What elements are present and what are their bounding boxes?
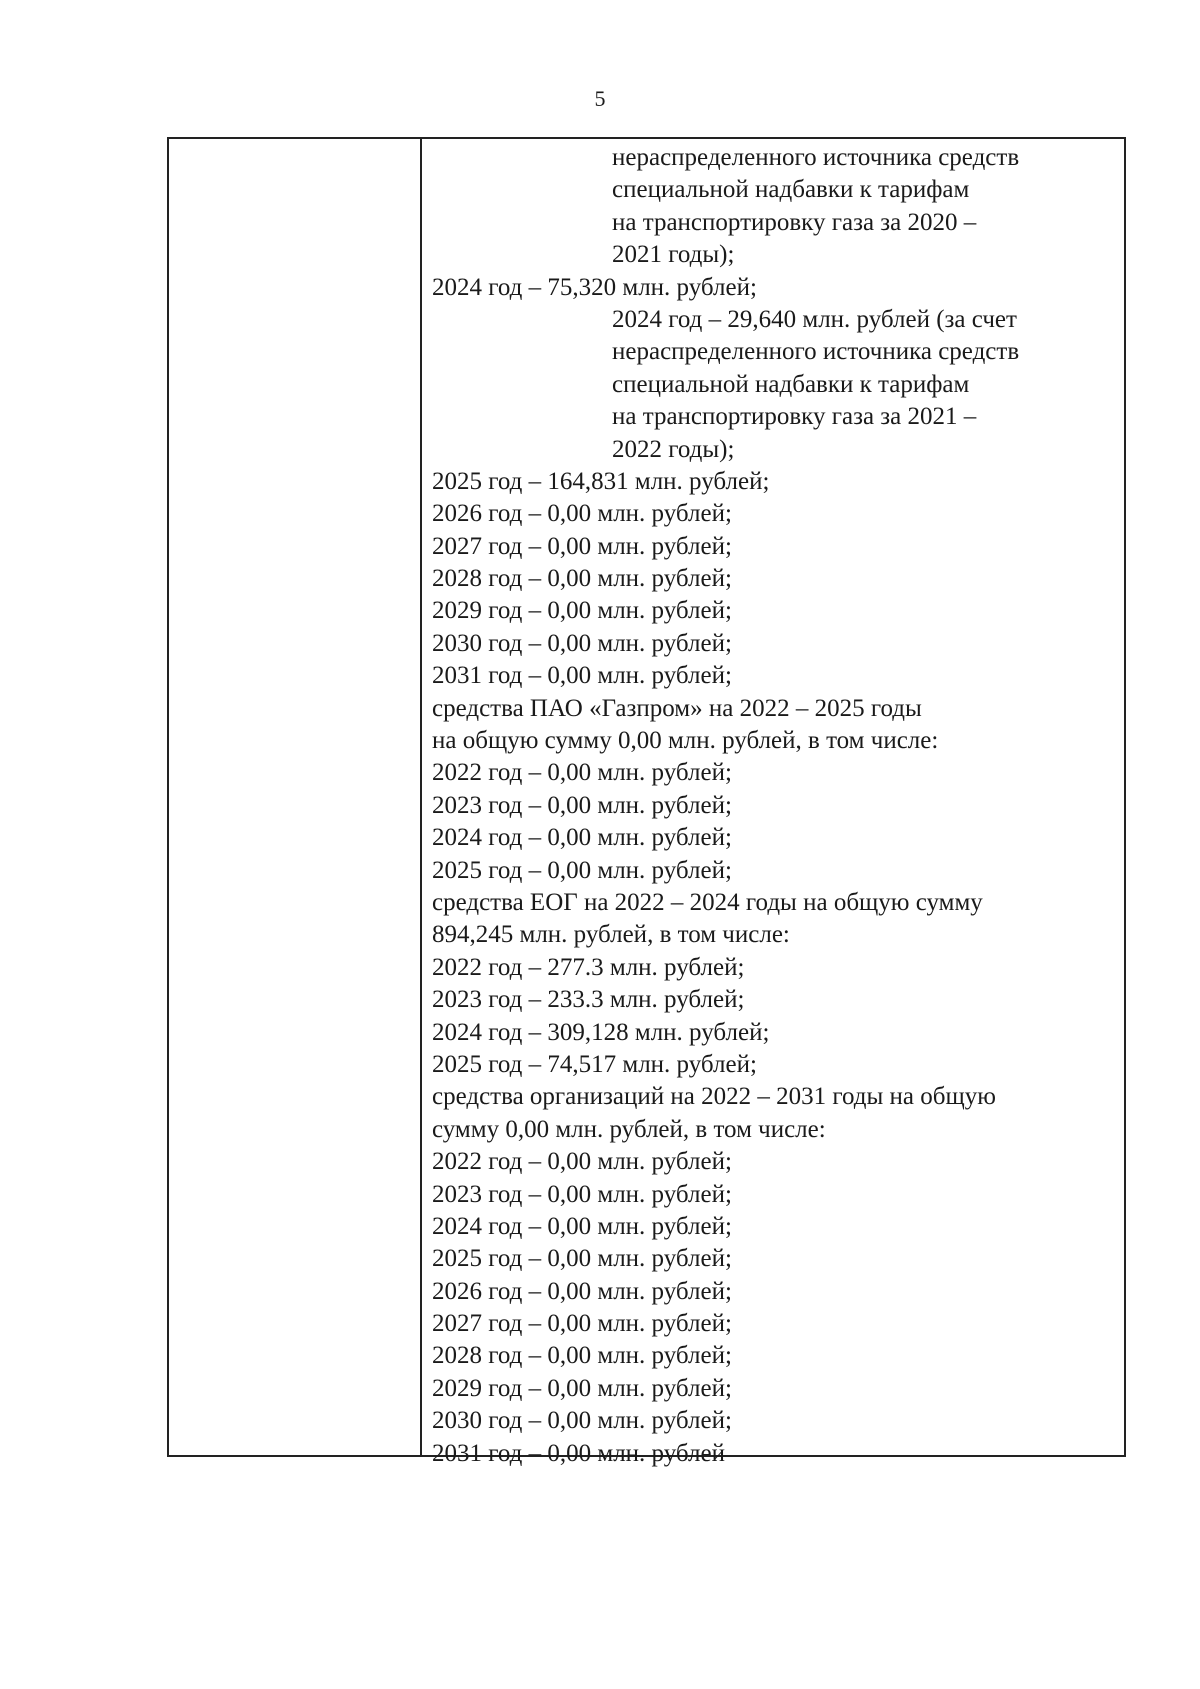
text-line: 2028 год – 0,00 млн. рублей; bbox=[432, 565, 732, 593]
text-line: 2022 год – 0,00 млн. рублей; bbox=[432, 1148, 732, 1176]
text-line: 2024 год – 0,00 млн. рублей; bbox=[432, 824, 732, 852]
text-line: 2022 годы); bbox=[612, 435, 735, 463]
text-line: 2021 годы); bbox=[612, 241, 735, 269]
text-line: 2023 год – 233.3 млн. рублей; bbox=[432, 986, 745, 1014]
page-number: 5 bbox=[594, 86, 606, 111]
text-line: на транспортировку газа за 2020 – bbox=[612, 208, 977, 236]
text-line: сумму 0,00 млн. рублей, в том числе: bbox=[432, 1115, 826, 1143]
text-line: 2023 год – 0,00 млн. рублей; bbox=[432, 791, 732, 819]
text-line: средства организаций на 2022 – 2031 годы на общую bbox=[432, 1083, 996, 1111]
text-line: 2024 год – 0,00 млн. рублей; bbox=[432, 1212, 732, 1240]
text-line: 2027 год – 0,00 млн. рублей; bbox=[432, 532, 732, 560]
text-line: 2024 год – 309,128 млн. рублей; bbox=[432, 1018, 770, 1046]
text-line: 2031 год – 0,00 млн. рублей bbox=[432, 1439, 725, 1467]
text-line: 2029 год – 0,00 млн. рублей; bbox=[432, 1374, 732, 1402]
funding-text bbox=[432, 142, 1118, 1470]
text-line: 2031 год – 0,00 млн. рублей; bbox=[432, 662, 732, 690]
text-line: специальной надбавки к тарифам bbox=[612, 176, 970, 204]
table-left-column bbox=[169, 139, 422, 1455]
text-line: на общую сумму 0,00 млн. рублей, в том числе: bbox=[432, 727, 939, 755]
text-line: 894,245 млн. рублей, в том числе: bbox=[432, 921, 790, 949]
text-line: 2026 год – 0,00 млн. рублей; bbox=[432, 500, 732, 528]
text-line: средства ЕОГ на 2022 – 2024 годы на общую сумму bbox=[432, 888, 983, 916]
text-line: 2027 год – 0,00 млн. рублей; bbox=[432, 1310, 732, 1338]
text-line: нераспределенного источника средств bbox=[612, 338, 1020, 366]
text-line: на транспортировку газа за 2021 – bbox=[612, 403, 977, 431]
text-line: 2024 год – 29,640 млн. рублей (за счет bbox=[612, 305, 1017, 333]
text-line: 2024 год – 75,320 млн. рублей; bbox=[432, 273, 757, 301]
text-line: 2030 год – 0,00 млн. рублей; bbox=[432, 629, 732, 657]
text-line: 2022 год – 277.3 млн. рублей; bbox=[432, 953, 745, 981]
text-line: средства ПАО «Газпром» на 2022 – 2025 годы bbox=[432, 694, 922, 722]
text-line: 2025 год – 74,517 млн. рублей; bbox=[432, 1050, 757, 1078]
text-line: 2022 год – 0,00 млн. рублей; bbox=[432, 759, 732, 787]
text-line: 2025 год – 0,00 млн. рублей; bbox=[432, 856, 732, 884]
table-right-column bbox=[422, 139, 1124, 1467]
text-line: 2029 год – 0,00 млн. рублей; bbox=[432, 597, 732, 625]
text-line: нераспределенного источника средств bbox=[612, 144, 1020, 171]
text-line: 2028 год – 0,00 млн. рублей; bbox=[432, 1342, 732, 1370]
text-line: 2026 год – 0,00 млн. рублей; bbox=[432, 1277, 732, 1305]
text-line: специальной надбавки к тарифам bbox=[612, 370, 970, 398]
text-line: 2030 год – 0,00 млн. рублей; bbox=[432, 1407, 732, 1435]
text-line: 2023 год – 0,00 млн. рублей; bbox=[432, 1180, 732, 1208]
funding-table bbox=[167, 137, 1126, 1467]
text-line: 2025 год – 164,831 млн. рублей; bbox=[432, 467, 770, 495]
text-line: 2025 год – 0,00 млн. рублей; bbox=[432, 1245, 732, 1273]
